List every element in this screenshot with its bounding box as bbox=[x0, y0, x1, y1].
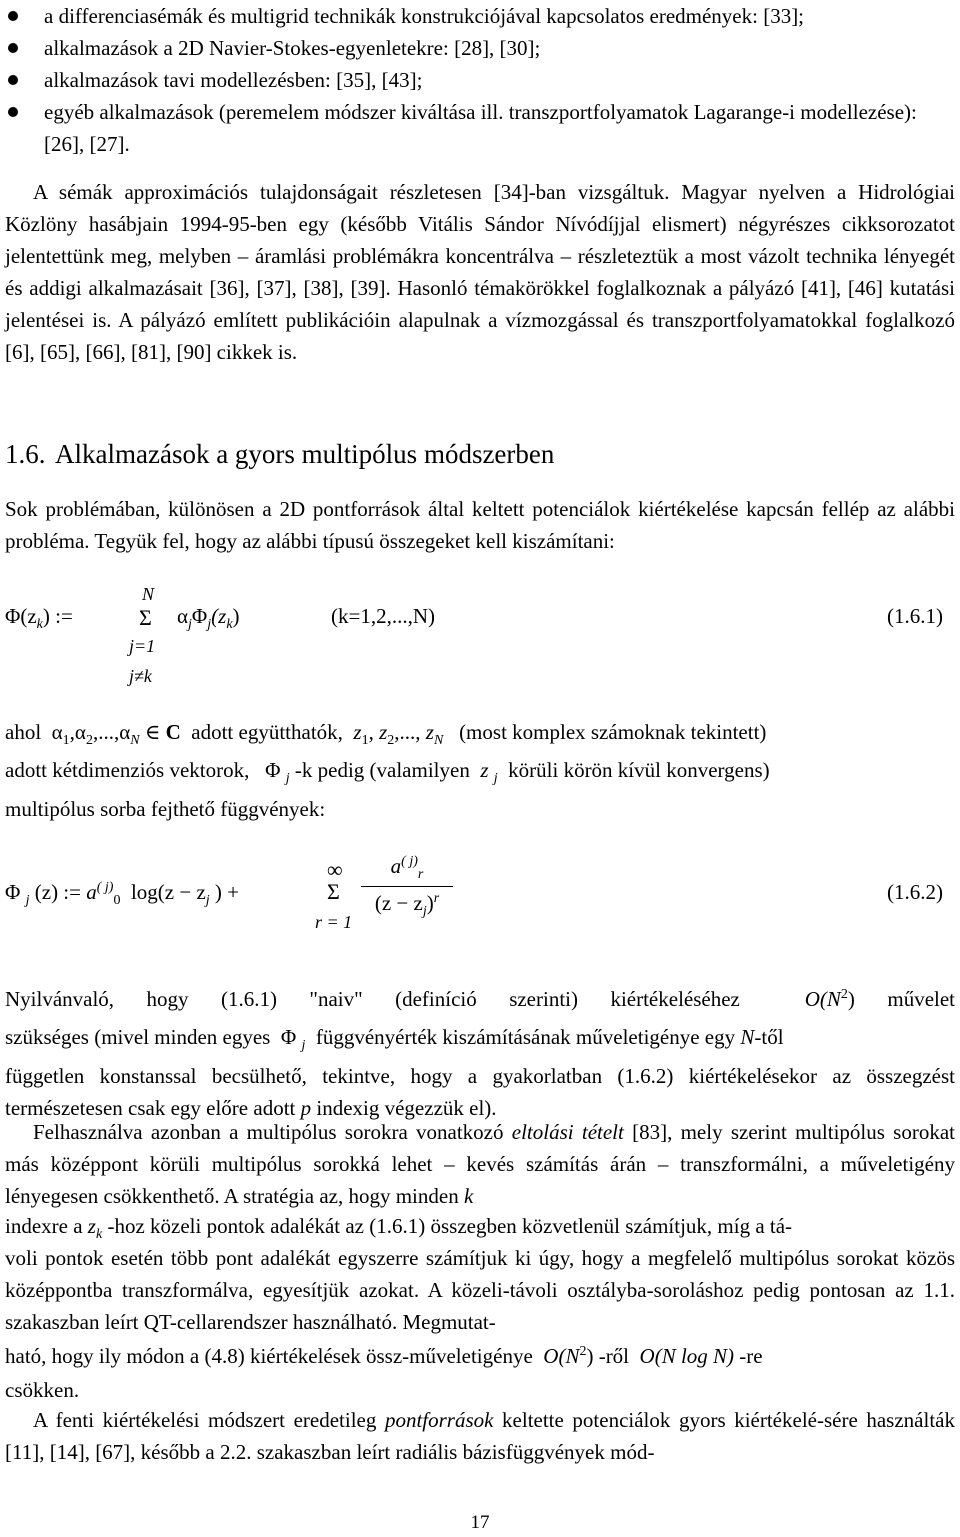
line-vectors: adott kétdimenziós vektorok, Φ $_j$ -k pedig (valamilyen z $_j$ körüli körön kívül konvergens) bbox=[5, 758, 770, 787]
paragraph-problem: Sok problémában, különösen a 2D pontforrások által keltett potenciálok kiértékelése kapcsán fellép az alábbi probléma. Tegyük fel, hogy az alábbi típusú összegeket kell kiszámítani: bbox=[5, 497, 955, 553]
paragraph-naive-rest: független konstanssal becsülhető, tekintve, hogy a gyakorlatban (1.6.2) kiértékelésekor az összegzést természetesen csak egy előre adott p indexig végezzük el). bbox=[5, 1064, 955, 1120]
line-coefficients: ahol $\alpha_1,\alpha_2,...,\alpha_N$ ∈ C adott együtthatók, $z_1$, $z_2$,..., $z_N$ (most komplex számoknak tekintett) bbox=[5, 720, 767, 749]
equation-number: (1.6.1) bbox=[887, 604, 943, 628]
paragraph-shift-line: indexre a $z_k$ -hoz közeli pontok adalékát az (1.6.1) összegben közvetlenül számítjuk, míg a tá- bbox=[5, 1214, 793, 1243]
bullet-list bbox=[5, 0, 955, 160]
section-number: 1.6. bbox=[5, 439, 46, 469]
section-heading bbox=[5, 436, 554, 472]
paragraph-naive-line1: Nyilvánvaló, hogy (1.6.1) "naiv" (definíció szerinti) kiértékeléséhez $O(N^2)$ művelet bbox=[5, 987, 956, 1011]
paragraph-approximation: A sémák approximációs tulajdonságait részletesen [34]-ban vizsgáltuk. Magyar nyelven a Hidrológiai Közlöny hasábjain 1994-95-ben egy (később Vitális Sándor Nívódíjjal elismert) négyrészes cikksorozatot jelentettünk meg, melyben – áramlási problémákra koncentrálva – részleteztük a most vázolt technika lényegét és addigi alkalmazásait [36], [37], [38], [39]. Hasonló témakörökkel foglalkoznak a pályázó [41], [46] kutatási jelentései is. A pályázó említett publikációin alapulnak a vízmozgással és transzportfolyamatokkal foglalkozó [6], [65], [66], [81], [90] cikkek is. bbox=[5, 180, 955, 364]
paragraph-complexity-line: ható, hogy ily módon a (4.8) kiértékelések össz-műveletigénye $O(N^2)$ -ről O(N log N) -re bbox=[5, 1344, 763, 1368]
paragraph-naive-line2: szükséges (mivel minden egyes Φ $_j$ függvényérték kiszámításának műveletigénye egy N-től bbox=[5, 1025, 784, 1054]
fraction: $a^{( j)}_r$ $(z - z_j)^r$ bbox=[361, 850, 453, 923]
sum-symbol: Σ bbox=[139, 605, 152, 630]
paragraph-complexity-end: csökken. bbox=[5, 1378, 80, 1402]
infinity-symbol: ∞ bbox=[327, 857, 343, 882]
sum-symbol: Σ bbox=[327, 879, 340, 904]
list-item: a differenciasémák és multigrid technikák konstrukciójával kapcsolatos eredmények: [33]; bbox=[5, 0, 955, 32]
list-item: alkalmazások a 2D Navier-Stokes-egyenletekre: [28], [30]; bbox=[5, 32, 955, 64]
list-item: egyéb alkalmazások (peremelem módszer kiváltása ill. transzportfolyamatok Lagarange-i modellezése): [26], [27]. bbox=[5, 96, 955, 160]
page-number: 17 bbox=[470, 1512, 490, 1533]
paragraph-point-sources: A fenti kiértékelési módszert eredetileg pontforrások keltette potenciálok gyors kiértékelé-sére használták [11], [14], [67], később a 2.2. szakaszban leírt radiális bázisfüggvények mód- bbox=[5, 1408, 955, 1464]
equation-1-6-1: $\Phi(z_k)$ := N Σ j=1 j≠k $\alpha_j\Phi_j(z_k)$ (k=1,2,...,N) (1.6.1) bbox=[5, 584, 943, 686]
equation-number: (1.6.2) bbox=[887, 880, 943, 904]
line-multipole: multipólus sorba fejthető függvények: bbox=[5, 797, 326, 821]
equation-1-6-2: Φ $_j$ (z) := $a^{( j)}_0$ $\log(z - z_j$ ) + ∞ Σ r = 1 $a^{( j)}_r$ $(z - z_j)^r$ (1.6.2) bbox=[5, 850, 955, 950]
section-title: Alkalmazások a gyors multipólus módszerben bbox=[55, 439, 555, 469]
paragraph-shift-cont: voli pontok esetén több pont adalékát egyszerre számítjuk ki úgy, hogy a megfelelő multipólus sorokat közös középpontba transzformálva, egyesítjük azokat. A közeli-távoli osztályba-soroláshoz pedig pontosan az 1.1. szakaszban leírt QT-cellarendszer használható. Megmutat- bbox=[5, 1246, 955, 1334]
list-item: alkalmazások tavi modellezésben: [35], [43]; bbox=[5, 64, 955, 96]
paragraph-shift-theorem: Felhasználva azonban a multipólus sorokra vonatkozó eltolási tételt [83], mely szerint multipólus sorokat más középpont körüli multipólus sorokká lehet – kevés számítás árán – transzformálni, a műveletigény lényegesen csökkenthető. A stratégia az, hogy minden k bbox=[5, 1120, 956, 1208]
